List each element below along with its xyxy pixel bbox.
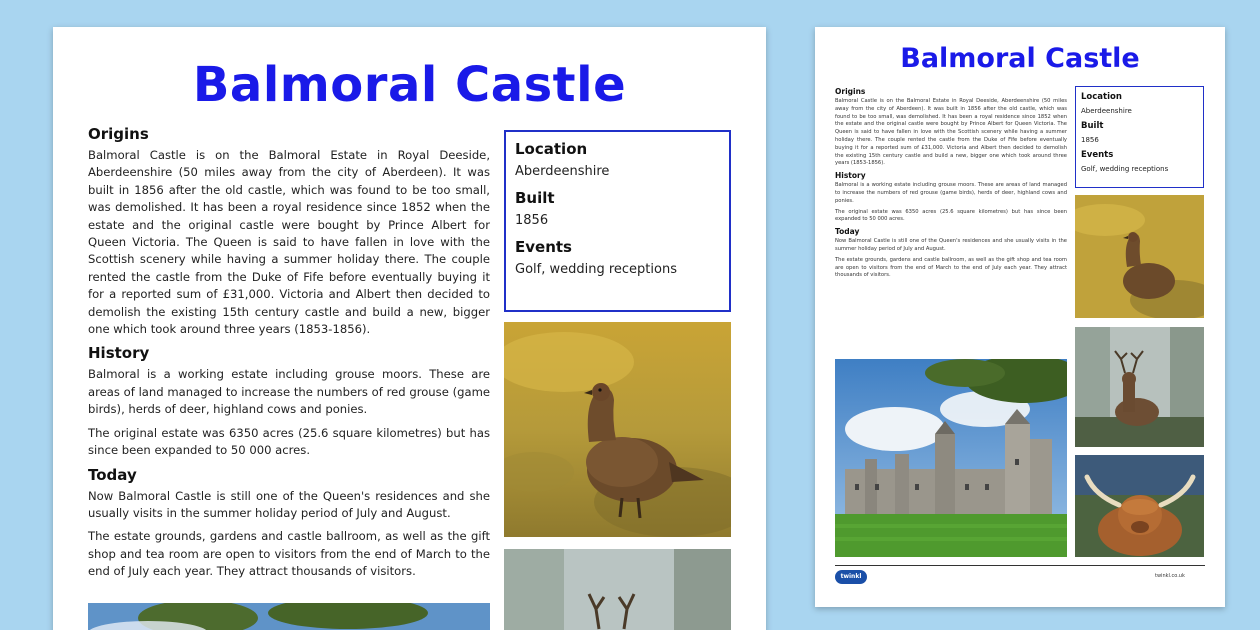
fact-label-events: Events: [1081, 150, 1114, 160]
fact-value-built: 1856: [515, 213, 549, 228]
fact-value-location: Aberdeenshire: [515, 164, 610, 179]
section-paragraph: Balmoral is a working estate including grouse moors. These are areas of land managed to increase the numbers of red grouse (game birds), herds of deer, highland cows and ponies.: [88, 367, 490, 417]
section-paragraph: Now Balmoral Castle is still one of the Queen's residences and she usually visits in the summer holiday period of July and August.: [88, 488, 490, 520]
section-paragraph: Balmoral Castle is on the Balmoral Estate in Royal Deeside, Aberdeenshire (50 miles away from the city of Aberdeen). It was built in 1856 after the old castle, which was found to be too small, was demolished. It has been a royal residence since 1852 when the estate and the original castle were bought by Prince Albert for Queen Victoria. The Queen is said to have fallen in love with the Scottish scenery while having a summer holiday there. The couple rented the castle from the Duke of Fife before eventually buying it for a reported sum of £31,000. Victoria and Albert then decided to demolish the existing 15th century castle and build a new, bigger one which took around three years (1853-1856).: [88, 148, 490, 337]
section-heading: History: [835, 171, 866, 181]
section-heading: History: [88, 344, 150, 363]
twinkl-logo: twinkl: [835, 570, 867, 584]
deer-photo: [1075, 327, 1204, 447]
section-paragraph: The original estate was 6350 acres (25.6 square kilometres) but has since been expanded to 50 000 acres.: [835, 208, 1067, 223]
section-history: [88, 344, 490, 459]
fact-value-location: Aberdeenshire: [1081, 107, 1132, 115]
highland-cow-photo: [1075, 455, 1204, 557]
section-today: [88, 466, 490, 581]
fact-label-location: Location: [515, 140, 588, 158]
footer-url: twinkl.co.uk: [1155, 573, 1185, 579]
fact-value-events: Golf, wedding receptions: [1081, 165, 1169, 173]
castle-photo: [88, 603, 490, 630]
section-heading: Origins: [88, 125, 149, 143]
section-paragraph: Now Balmoral Castle is still one of the Queen's residences and she usually visits in the summer holiday period of July and August.: [835, 238, 1067, 252]
section-origins: [88, 125, 490, 338]
section-paragraph: The estate grounds, gardens and castle ballroom, as well as the gift shop and tea room are open to visitors from the end of March to the end of July each year. They attract thousands of visitors.: [835, 256, 1067, 279]
worksheet-large: [53, 27, 766, 630]
section-paragraph: The estate grounds, gardens and castle ballroom, as well as the gift shop and tea room are open to visitors from the end of March to the end of July each year. They attract thousands of visitors.: [88, 529, 490, 579]
fact-value-built: 1856: [1081, 136, 1099, 144]
section-heading: Today: [88, 465, 137, 484]
fact-label-built: Built: [515, 189, 555, 207]
grouse-photo: [1075, 195, 1204, 318]
deer-photo: [504, 549, 731, 630]
fact-label-location: Location: [1081, 92, 1122, 102]
fact-value-events: Golf, wedding receptions: [515, 262, 677, 277]
worksheet-small: [815, 27, 1225, 607]
castle-photo: [835, 359, 1067, 557]
section-paragraph: Balmoral is a working estate including grouse moors. These are areas of land managed to increase the numbers of red grouse (game birds), herds of deer, highland cows and ponies.: [835, 182, 1067, 204]
footer-divider: [835, 565, 1205, 566]
section-paragraph: Balmoral Castle is on the Balmoral Estate in Royal Deeside, Aberdeenshire (50 miles away from the city of Aberdeen). It was built in 1856 after the old castle, which was found to be too small, was demolished. It has been a royal residence since 1852 when the estate and the original castle were bought by Prince Albert for Queen Victoria. The Queen is said to have fallen in love with the Scottish scenery while having a summer holiday there. The couple rented the castle from the Duke of Fife before eventually buying it for a reported sum of £31,000. Victoria and Albert then decided to demolish the existing 15th century castle and build a new, bigger one which took around three years (1853-1856).: [835, 98, 1067, 167]
section-heading: Today: [835, 227, 860, 237]
page-title: Balmoral Castle: [900, 43, 1140, 74]
fact-label-events: Events: [515, 238, 572, 256]
text-column: [88, 125, 490, 587]
fact-label-built: Built: [1081, 121, 1104, 131]
fact-box: [504, 130, 731, 312]
page-title: Balmoral Castle: [192, 57, 627, 113]
grouse-photo: [504, 322, 731, 537]
fact-box: [1075, 86, 1204, 188]
section-heading: Origins: [835, 87, 866, 96]
text-column: [835, 85, 1067, 283]
section-paragraph: The original estate was 6350 acres (25.6 square kilometres) but has since been expanded to 50 000 acres.: [88, 425, 490, 458]
